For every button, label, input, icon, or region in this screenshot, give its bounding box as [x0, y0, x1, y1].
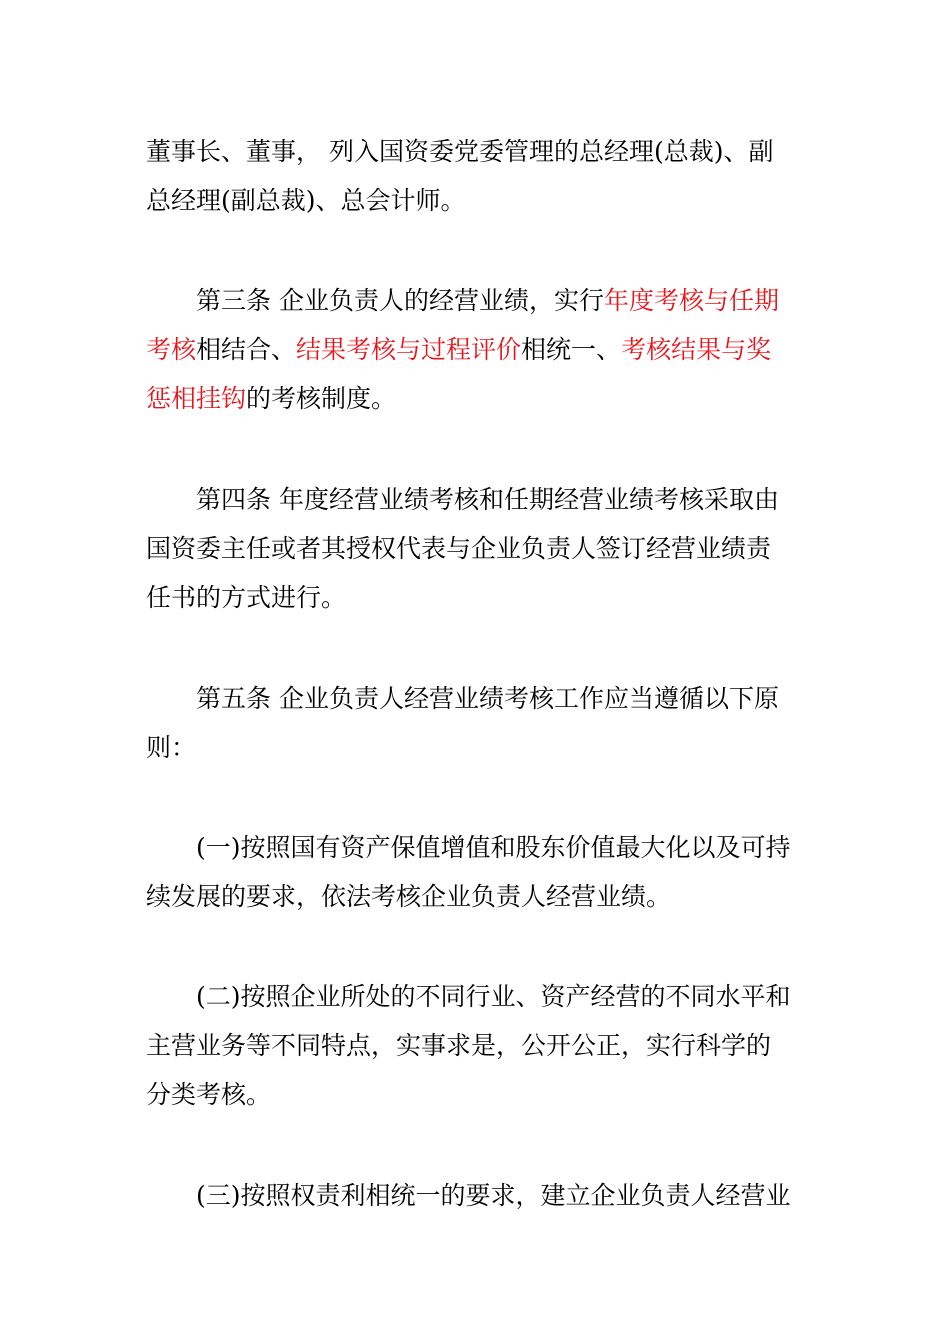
text-line — [146, 325, 808, 374]
paragraph-continuation — [146, 127, 808, 225]
text-run: 的考核制度。 — [246, 384, 397, 413]
text-line: 主营业务等不同特点，实事求是，公开公正，实行科学的 — [146, 1031, 772, 1060]
highlighted-text: 考核结果与奖 — [621, 335, 772, 364]
text-line: 则： — [146, 733, 197, 762]
text-run: 相统一、 — [521, 335, 622, 364]
highlighted-text: 惩相挂钩 — [146, 384, 247, 413]
text-line: 分类考核。 — [146, 1080, 272, 1109]
highlighted-text: 考核 — [146, 335, 197, 364]
article-3-paragraph — [146, 276, 808, 423]
principle-3-paragraph — [146, 1171, 808, 1220]
text-line — [146, 276, 808, 325]
text-line: 第四条 年度经营业绩考核和任期经营业绩考核采取由 — [196, 485, 779, 514]
text-line: 董事长、董事， 列入国资委党委管理的总经理(总裁)、副 — [146, 137, 774, 166]
text-line: 续发展的要求，依法考核企业负责人经营业绩。 — [146, 882, 672, 911]
text-line: (三)按照权责利相统一的要求，建立企业负责人经营业 — [196, 1181, 791, 1210]
text-line: 第五条 企业负责人经营业绩考核工作应当遵循以下原 — [196, 684, 779, 713]
text-line: (二)按照企业所处的不同行业、资产经营的不同水平和 — [196, 982, 791, 1011]
text-line: 任书的方式进行。 — [146, 583, 347, 612]
highlighted-text: 结果考核与过程评价 — [296, 335, 522, 364]
text-line: 国资委主任或者其授权代表与企业负责人签订经营业绩责 — [146, 534, 772, 563]
text-run: 相结合、 — [196, 335, 297, 364]
text-line: 总经理(副总裁)、总会计师。 — [146, 186, 466, 215]
text-line: (一)按照国有资产保值增值和股东价值最大化以及可持 — [196, 833, 791, 862]
text-line — [146, 374, 808, 423]
principle-1-paragraph — [146, 823, 808, 921]
principle-2-paragraph — [146, 972, 808, 1119]
highlighted-text: 年度考核与任期 — [603, 286, 779, 315]
article-5-paragraph — [146, 674, 808, 772]
article-4-paragraph — [146, 475, 808, 622]
text-run: 第三条 企业负责人的经营业绩，实行 — [196, 286, 604, 315]
